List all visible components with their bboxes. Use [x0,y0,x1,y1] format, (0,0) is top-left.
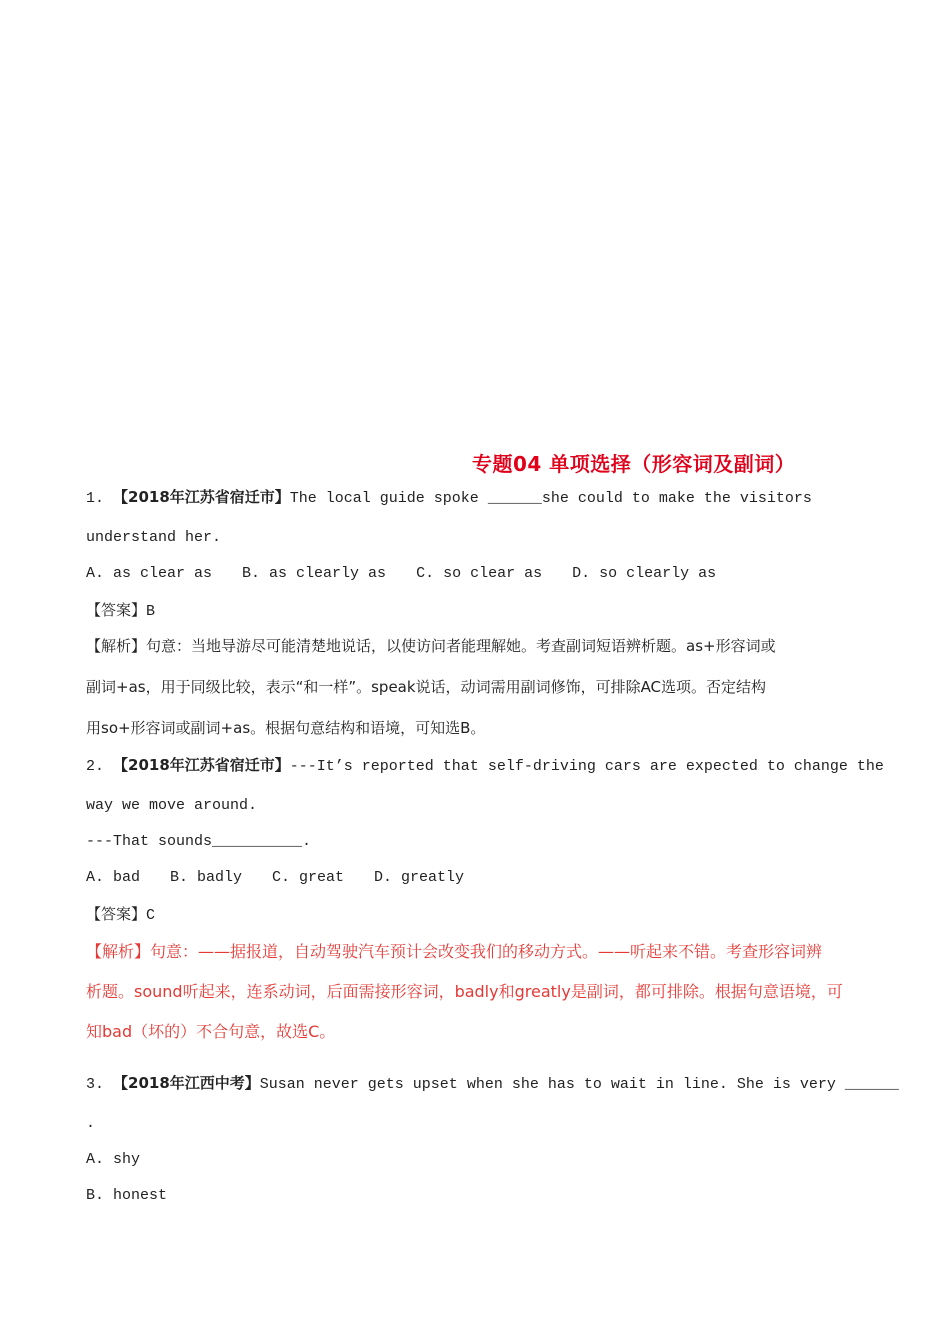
q2-analysis-line2: 析题。sound听起来，连系动词，后面需接形容词，badly和greatly是副词，都可排除。根据句意语境，可 [86,982,843,1001]
q2-stem-text: ---It’s reported that self-driving cars are expected to change the [289,758,884,775]
q2-number: 2. [86,758,105,775]
q1-source: 【2018年江苏省宿迁市】 [113,488,290,506]
q1-stem-line2: understand her. [86,529,222,546]
q3-stem-text: Susan never gets upset when she has to wait in line. She is very ______ [259,1076,899,1093]
page-title: 专题04 单项选择（形容词及副词） [472,452,796,476]
q2-answer-label: 【答案】 [86,905,147,923]
q1-stem-text: The local guide spoke ______she could to make the visitors [289,490,812,507]
q2-analysis-line1 [86,942,876,962]
q2-option-d: D. greatly [374,869,465,886]
q2-option-a: A. bad [86,869,141,886]
q1-analysis-text1: 句意：当地导游尽可能清楚地说话，以使访问者能理解她。考查副词短语辨析题。as+形容词或 [146,637,776,655]
q1-number: 1. [86,490,105,507]
q2-source: 【2018年江苏省宿迁市】 [113,756,290,774]
q2-analysis-line3: 知bad（坏的）不合句意，故选C。 [86,1022,336,1041]
q1-answer [86,600,876,622]
q2-stem-line1 [86,755,884,777]
q3-number: 3. [86,1076,105,1093]
q1-answer-label: 【答案】 [86,601,147,619]
q1-option-d: D. so clearly as [572,565,717,582]
q1-analysis-label: 【解析】 [86,637,147,655]
q1-analysis-line3: 用so+形容词或副词+as。根据句意结构和语境，可知选B。 [86,719,486,737]
q1-analysis-line2: 副词+as，用于同级比较，表示“和一样”。speak说话，动词需用副词修饰，可排除AC选项。否定结构 [86,678,767,696]
q2-answer-value: C [146,907,156,924]
q3-stem-line1 [86,1073,899,1095]
q1-options [86,564,876,584]
q3-stem-line2: . [86,1115,96,1132]
q2-analysis-label: 【解析】 [86,942,151,961]
q2-analysis-text1: 句意：——据报道，自动驾驶汽车预计会改变我们的移动方式。——听起来不错。考查形容词辨 [150,942,823,961]
q1-stem-line1 [86,487,876,509]
q2-stem-line2: way we move around. [86,797,258,814]
q1-option-a: A. as clear as [86,565,213,582]
q2-option-b: B. badly [170,869,243,886]
q1-option-b: B. as clearly as [242,565,387,582]
q3-option-b: B. honest [86,1187,168,1204]
q2-option-c: C. great [272,869,345,886]
q1-option-c: C. so clear as [416,565,543,582]
q3-source: 【2018年江西中考】 [113,1074,260,1092]
q2-stem-line3: ---That sounds__________. [86,833,312,850]
q2-options [86,868,876,888]
q2-answer [86,904,876,926]
q1-analysis-line1 [86,636,876,656]
q1-answer-value: B [146,603,156,620]
q3-option-a: A. shy [86,1151,141,1168]
